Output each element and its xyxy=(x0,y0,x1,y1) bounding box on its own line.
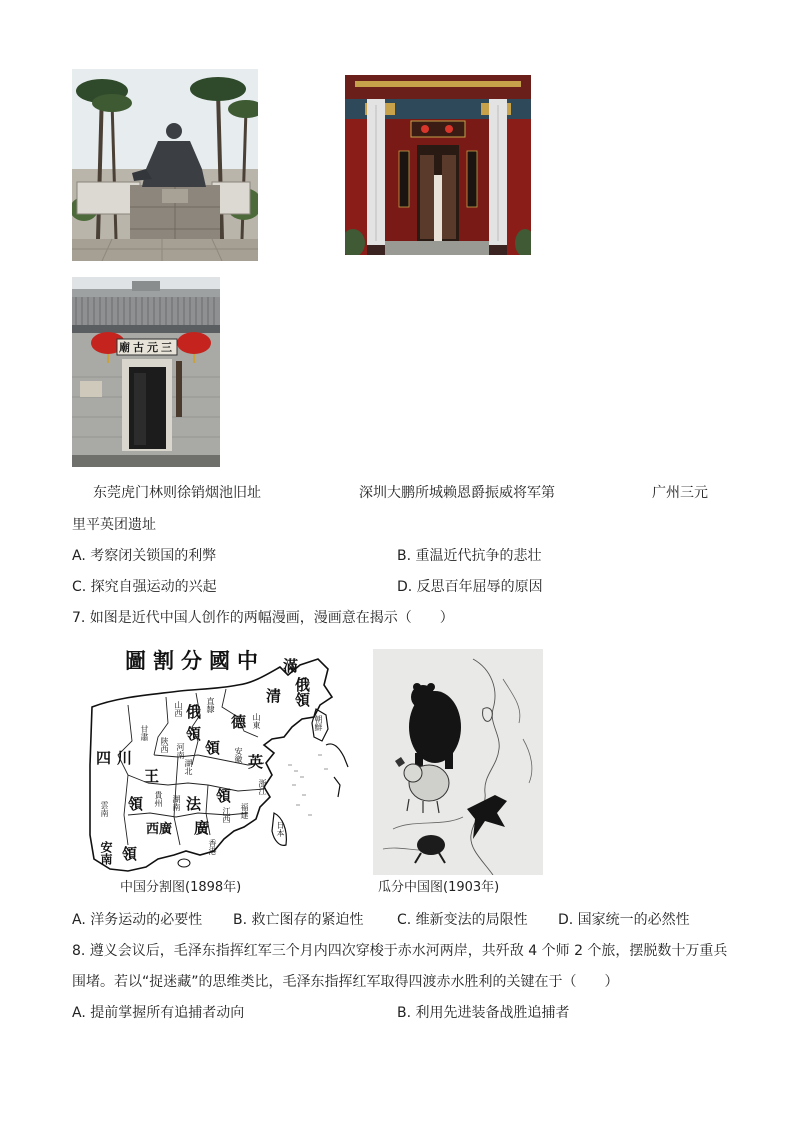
map-caption: 中国分割图(1898年) xyxy=(120,880,242,895)
map-title: 圖割分國中 xyxy=(125,648,265,673)
photo-lin-zexu-statue xyxy=(72,69,258,261)
caption-sanyuanli-line1: 广州三元 xyxy=(652,485,708,501)
carve-up-china-cartoon xyxy=(373,649,543,875)
map-label: 朝鮮 xyxy=(314,715,323,731)
map-label: 浙江 xyxy=(258,779,267,795)
map-label: 四川 xyxy=(96,749,139,767)
map-label: 德 xyxy=(231,713,247,731)
q8-stem-line1: 8. 遵义会议后，毛泽东指挥红军三个月内四次穿梭于赤水河两岸，共歼敌 4 个师 2 个旅，摆脱数十万重兵 xyxy=(72,943,728,959)
q7-stem: 7. 如图是近代中国人创作的两幅漫画，漫画意在揭示（ ） xyxy=(72,610,454,626)
map-label: 安南 xyxy=(99,841,113,865)
map-label: 湖南 xyxy=(172,795,181,811)
cartoon-drawing xyxy=(373,649,543,875)
q7-option-b: B. 救亡图存的紧迫性 xyxy=(233,912,364,928)
map-label: 王 xyxy=(144,767,160,785)
q8-option-b: B. 利用先进装备战胜追捕者 xyxy=(397,1005,570,1021)
map-label: 山東 xyxy=(252,713,261,729)
gate-photo-drawing xyxy=(345,75,531,255)
map-label: 直隸 xyxy=(206,697,215,713)
map-label: 甘肅 xyxy=(140,725,149,741)
china-partition-map xyxy=(88,645,350,875)
map-label: 湖北 xyxy=(184,759,193,775)
map-label: 領 xyxy=(128,795,144,813)
q7-option-a: A. 洋务运动的必要性 xyxy=(72,912,203,928)
cartoon-caption: 瓜分中国图(1903年) xyxy=(378,880,500,895)
photo-general-mansion-gate xyxy=(345,75,531,255)
caption-humen: 东莞虎门林则徐销烟池旧址 xyxy=(93,485,261,501)
map-label: 福建 xyxy=(240,803,249,819)
temple-sign-text: 廟古元三 xyxy=(119,341,175,354)
map-label: 山西 xyxy=(174,701,183,717)
map-label: 俄領 xyxy=(293,677,311,707)
small-creature xyxy=(417,835,445,855)
map-label: 領 xyxy=(205,739,221,757)
photo-sanyuan-temple xyxy=(72,277,220,467)
right-lantern xyxy=(177,332,211,354)
map-label: 河南 xyxy=(176,743,185,759)
map-label: 法 xyxy=(186,795,202,813)
map-label: 領 xyxy=(122,845,138,863)
q6-option-a: A. 考察闭关锁国的利弊 xyxy=(72,548,217,564)
caption-sanyuanli-line2: 里平英团遗址 xyxy=(72,517,156,533)
map-label: 俄 xyxy=(186,703,202,721)
map-label: 陝西 xyxy=(160,737,169,753)
map-label: 日本 xyxy=(276,821,285,837)
map-label: 廣 xyxy=(194,819,210,837)
map-label: 滿 xyxy=(283,657,299,675)
q6-option-d: D. 反思百年屈辱的原因 xyxy=(397,579,543,595)
q7-option-d: D. 国家统一的必然性 xyxy=(558,912,690,928)
map-label: 安徽 xyxy=(234,747,243,763)
map-label: 英 xyxy=(248,753,264,771)
q6-option-b: B. 重温近代抗争的悲壮 xyxy=(397,548,542,564)
temple-photo-drawing xyxy=(72,277,220,467)
q6-option-c: C. 探究自强运动的兴起 xyxy=(72,579,217,595)
caption-dapeng: 深圳大鹏所城赖恩爵振威将军第 xyxy=(359,485,555,501)
map-label: 西廣 xyxy=(146,822,173,837)
map-label: 雲南 xyxy=(100,801,109,817)
map-label: 貴州 xyxy=(154,791,163,807)
q7-option-c: C. 维新变法的局限性 xyxy=(397,912,528,928)
map-label: 香港 xyxy=(208,839,217,855)
map-label: 領 xyxy=(216,787,232,805)
statue-head xyxy=(166,123,182,139)
map-label: 清 xyxy=(266,687,282,705)
q8-option-a: A. 提前掌握所有追捕者动向 xyxy=(72,1005,245,1021)
map-label: 江西 xyxy=(222,807,231,823)
map-label: 領 xyxy=(186,725,202,743)
q8-stem-line2: 围堵。若以“捉迷藏”的思维类比，毛泽东指挥红军取得四渡赤水胜利的关键在于（ ） xyxy=(72,974,619,990)
statue-photo-drawing xyxy=(72,69,258,261)
